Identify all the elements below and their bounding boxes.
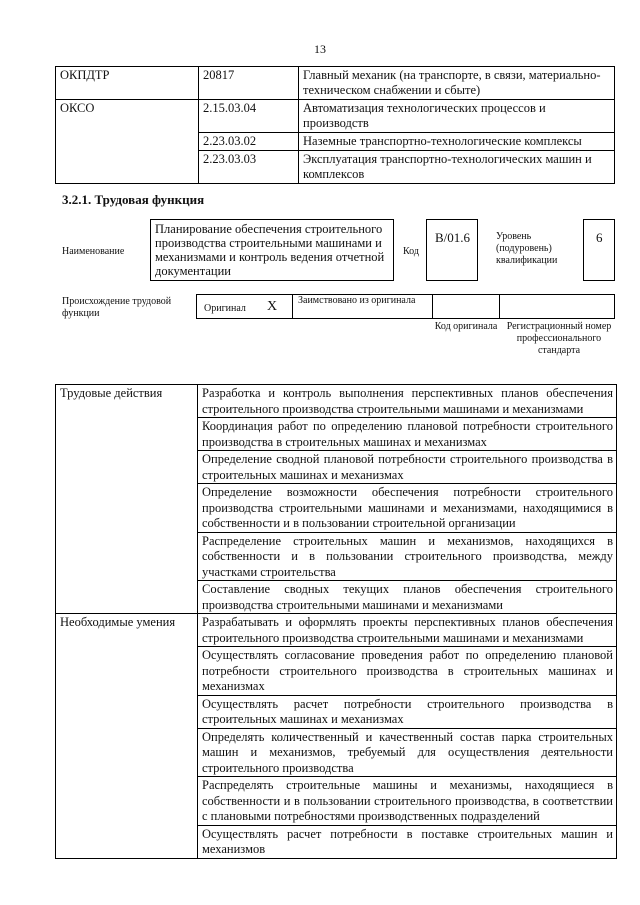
skill-item: Осуществлять расчет потребности строительного производства в строительных машинах и механизмах [198, 695, 617, 728]
classifier-name: ОКПДТР [56, 67, 199, 100]
classifier-code: 2.23.03.02 [199, 133, 299, 151]
original-mark: X [267, 299, 278, 314]
labor-actions-label: Трудовые действия [56, 385, 198, 614]
level-value-box: 6 [583, 219, 615, 281]
name-label: Наименование [62, 246, 125, 257]
page-number: 13 [314, 42, 326, 56]
code-label: Код [403, 246, 419, 257]
table-row [56, 614, 617, 647]
borrowed-label: Заимствовано из оригинала [298, 295, 416, 306]
classifier-name: ОКСО [56, 100, 199, 184]
table-row [56, 67, 615, 100]
labor-action-item: Составление сводных текущих планов обеспечения строительного производства строительными машинами и механизмами [198, 581, 617, 614]
classifier-codes-table [55, 66, 615, 184]
classifier-code: 20817 [199, 67, 299, 100]
classifier-title: Главный механик (на транспорте, в связи, материально-техническом снабжении и сбыте) [299, 67, 615, 100]
section-heading: 3.2.1. Трудовая функция [62, 192, 205, 207]
function-name-box: Планирование обеспечения строительного производства строительными машинами и механизмами и контроль ведения отчетной документации [150, 219, 394, 281]
labor-action-item: Определение возможности обеспечения потребности строительного производства строительными машинами и механизмами, находящимися в собственности и в пользовании строительной организации [198, 484, 617, 533]
classifier-code: 2.15.03.04 [199, 100, 299, 133]
labor-function-table [55, 384, 617, 859]
original-cell [196, 295, 293, 318]
classifier-code: 2.23.03.03 [199, 151, 299, 184]
skills-label: Необходимые умения [56, 614, 198, 859]
code-original-cell [432, 295, 500, 318]
reg-number-label: Регистрационный номер профессионального стандарта [506, 321, 612, 356]
skill-item: Определять количественный и качественный состав парка строительных машин и механизмов, требуемый для осуществления деятельности строительного производства [198, 728, 617, 777]
classifier-title: Автоматизация технологических процессов и производств [299, 100, 615, 133]
labor-action-item: Разработка и контроль выполнения перспективных планов обеспечения строительного производства строительными машинами и механизмами [198, 385, 617, 418]
skill-item: Осуществлять расчет потребности в поставке строительных машин и механизмов [198, 825, 617, 858]
labor-action-item: Распределение строительных машин и механизмов, находящихся в собственности и в пользовании строительного производства, между участками строительства [198, 532, 617, 581]
skill-item: Распределять строительные машины и механизмы, находящиеся в собственности и в пользовании строительного производства, в соответствии с плановыми потребностями производственных подразделений [198, 777, 617, 826]
classifier-title: Наземные транспортно-технологические комплексы [299, 133, 615, 151]
table-row [56, 100, 615, 133]
labor-action-item: Координация работ по определению плановой потребности строительного производства в строительных машинах и механизмах [198, 418, 617, 451]
function-code-box: B/01.6 [426, 219, 478, 281]
origin-label: Происхождение трудовой функции [62, 296, 172, 319]
code-original-label: Код оригинала [434, 321, 498, 332]
table-row [56, 385, 617, 418]
labor-action-item: Определение сводной плановой потребности строительного производства в строительных машинах и механизмах [198, 451, 617, 484]
origin-row [196, 294, 615, 319]
level-label: Уровень (подуровень) квалификации [496, 231, 558, 266]
original-label: Оригинал [204, 303, 246, 314]
classifier-title: Эксплуатация транспортно-технологических машин и комплексов [299, 151, 615, 184]
skill-item: Разрабатывать и оформлять проекты перспективных планов обеспечения строительного производства строительными машинами и механизмами [198, 614, 617, 647]
skill-item: Осуществлять согласование проведения работ по определению плановой потребности строительного производства в строительных машинах и механизмах [198, 647, 617, 696]
